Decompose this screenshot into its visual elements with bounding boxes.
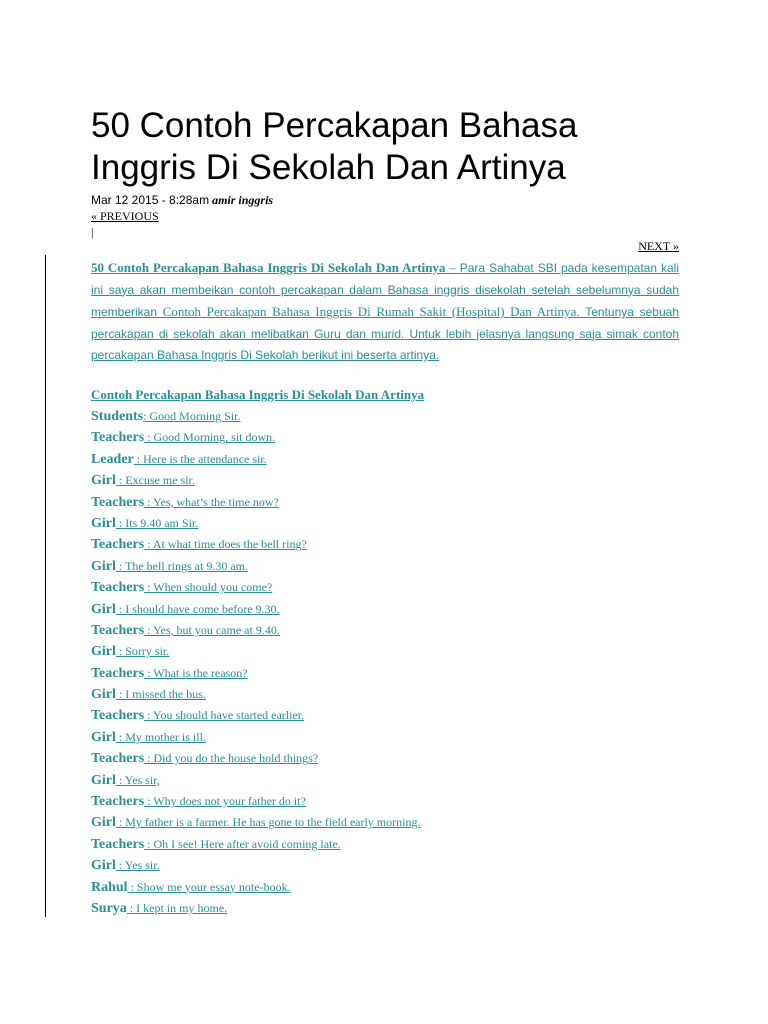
section-heading[interactable]: Contoh Percakapan Bahasa Inggris Di Sekolah Dan Artinya [91,387,425,402]
utterance-text[interactable]: Sorry sir. [125,644,170,659]
utterance-text[interactable]: I kept in my home. [136,900,228,915]
dialogue-line [91,620,679,641]
speaker-separator: : [144,430,154,445]
speaker-name: Teachers [91,794,145,810]
speaker-name: Girl [91,687,116,703]
speaker-separator: : [126,900,137,915]
dialogue-line [91,556,679,577]
dialogue-line [91,449,679,470]
dialogue-line [91,727,679,748]
post-author[interactable]: amir inggris [212,193,274,207]
next-link[interactable]: NEXT » [638,239,679,253]
article-meta [91,193,273,208]
dialogue-line [91,663,679,684]
speaker-name: Girl [91,558,116,574]
utterance-text[interactable]: Good Morning, sit down. [153,430,276,445]
speaker-separator: : [115,815,126,830]
speaker-separator: : [115,515,126,530]
intro-paragraph [91,257,679,367]
dialogue-line [91,791,679,812]
utterance-text[interactable]: Did you do the house hold things? [153,751,319,766]
dialogue-line [91,877,679,898]
speaker-name: Teachers [91,622,145,638]
speaker-separator: : [115,729,126,744]
intro-text-part1: Para Sahabat SBI pada kesempatan kali ini saya akan membeikan contoh percakapan dalam Bahasa inggris disekolah setelah sebelumnya sudah memberikan [91,261,680,319]
speaker-name: Teachers [91,836,145,852]
utterance-text[interactable]: Excuse me sir. [125,473,195,488]
dialogue-line [91,898,679,919]
speaker-separator: : [115,473,126,488]
utterance-text[interactable]: Yes, but you came at 9.40. [153,622,280,637]
speaker-name: Girl [91,473,116,489]
dialogue-line [91,770,679,791]
dialogue-line [91,834,679,855]
dialogue-line [91,855,679,876]
utterance-text[interactable]: Yes sir, [124,772,160,787]
dialogue-line [91,705,679,726]
dialogue-line [91,641,679,662]
intro-hospital-link[interactable]: Contoh Percakapan Bahasa Inggris Di Rumah Sakit (Hospital) Dan Artinya [162,304,577,319]
utterance-text[interactable]: When should you come? [153,580,273,595]
speaker-name: Girl [91,601,116,617]
speaker-name: Teachers [91,665,145,681]
dialogue-line [91,684,679,705]
utterance-text[interactable]: Why does not your father do it? [153,794,306,809]
nav-separator: | [91,225,94,239]
utterance-text[interactable]: Show me your essay note-book. [136,879,291,894]
speaker-name: Girl [91,772,116,788]
dialogue-line [91,492,679,513]
previous-link[interactable]: « PREVIOUS [91,209,159,223]
utterance-text[interactable]: Oh I see! Here after avoid coming late. [153,836,341,851]
speaker-separator: : [144,494,154,509]
dialogue-line [91,470,679,491]
speaker-name: Girl [91,515,116,531]
utterance-text[interactable]: Yes sir. [124,858,160,873]
intro-text-part2: . Tentunya sebuah percakapan di sekolah akan melibatkan Guru dan murid. Untuk lebih jelasnya langsung saja simak contoh percakapan Bahasa Inggris Di Sekolah berikut ini beserta artinya. [91,305,680,362]
speaker-separator: : [144,751,154,766]
speaker-name: Teachers [91,430,145,446]
page-title: 50 Contoh Percakapan Bahasa Inggris Di Sekolah Dan Artinya [91,106,578,187]
utterance-text[interactable]: My mother is ill. [125,729,206,744]
speaker-separator: : [144,622,154,637]
utterance-text[interactable]: I should have come before 9.30. [125,601,280,616]
utterance-text[interactable]: The bell rings at 9.30 am. [125,558,248,573]
utterance-text[interactable]: Here is the attendance sir. [143,451,267,466]
post-date: Mar 12 2015 - 8:28am [91,193,210,207]
speaker-separator: : [115,558,126,573]
speaker-name: Surya [91,900,127,916]
speaker-name: Rahul [91,879,128,895]
speaker-name: Girl [91,858,116,874]
utterance-text[interactable]: At what time does the bell ring? [152,537,307,552]
dialogue-line [91,406,679,427]
speaker-separator: : [115,858,125,873]
speaker-name: Teachers [91,580,145,596]
utterance-text[interactable]: I missed the bus. [125,687,206,702]
speaker-separator: : [144,665,154,680]
speaker-name: Teachers [91,751,145,767]
dialogue-line [91,534,679,555]
dialogue-line [91,599,679,620]
dialogue-list [91,406,679,919]
left-margin-rule [45,255,46,917]
speaker-name: Teachers [91,708,145,724]
intro-lead-link[interactable]: 50 Contoh Percakapan Bahasa Inggris Di Sekolah Dan Artinya [91,260,446,275]
utterance-text[interactable]: You should have started earlier. [153,708,305,723]
utterance-text[interactable]: My father is a farmer. He has gone to the field early morning. [125,815,421,830]
speaker-separator: : [144,580,154,595]
dialogue-line [91,427,679,448]
speaker-separator: : [133,451,144,466]
utterance-text[interactable]: What is the reason? [153,665,248,680]
speaker-name: Girl [91,644,116,660]
utterance-text[interactable]: Yes, what’s the time now? [153,494,279,509]
speaker-separator: : [144,836,154,851]
speaker-separator: : [144,794,154,809]
dialogue-line [91,577,679,598]
speaker-separator: : [143,409,150,423]
speaker-separator: : [115,601,126,616]
utterance-text[interactable]: Its 9.40 am Sir. [125,515,199,530]
speaker-name: Teachers [91,494,145,510]
speaker-name: Students [91,409,144,424]
speaker-name: Girl [91,815,116,831]
speaker-name: Girl [91,729,116,745]
speaker-separator: : [144,537,153,552]
speaker-separator: : [115,772,125,787]
speaker-separator: : [127,879,137,894]
speaker-separator: : [115,687,126,702]
speaker-separator: : [144,708,154,723]
intro-dash: – [445,260,460,275]
speaker-name: Teachers [91,537,145,553]
utterance-text[interactable]: Good Morning Sir. [149,409,241,423]
dialogue-line [91,812,679,833]
speaker-separator: : [115,644,126,659]
speaker-name: Leader [91,451,134,467]
dialogue-line [91,513,679,534]
dialogue-line [91,748,679,769]
